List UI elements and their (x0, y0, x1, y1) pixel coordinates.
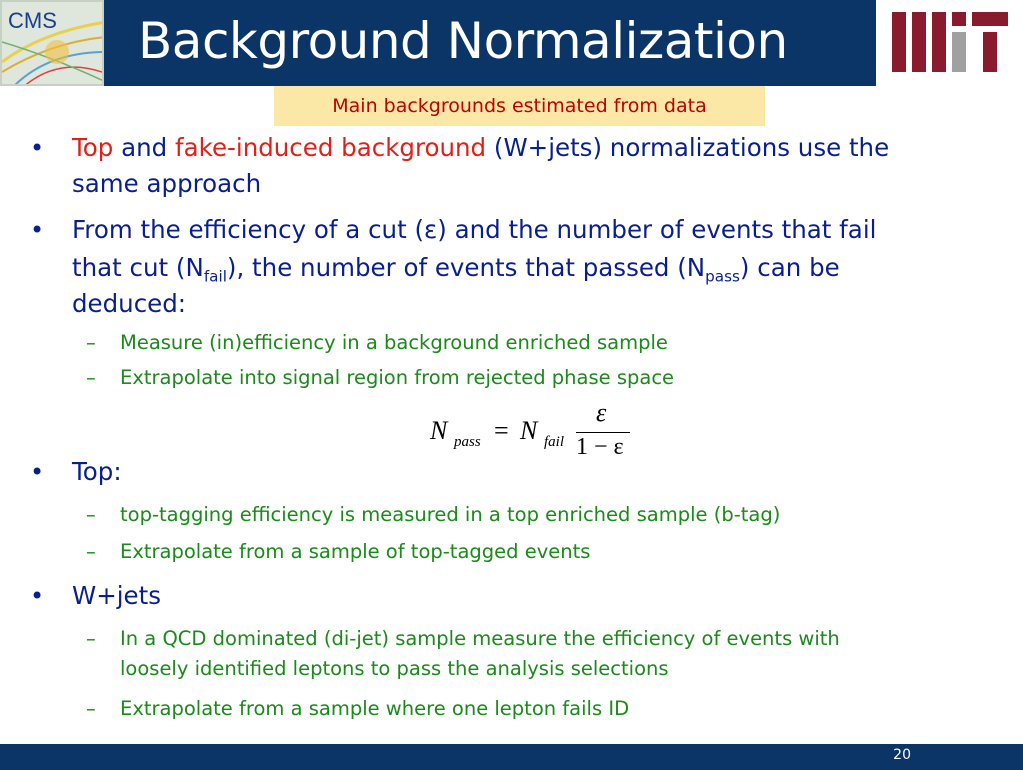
text: (W+jets) normalizations use the (486, 133, 890, 162)
dash-marker: – (86, 627, 96, 650)
bullet-4: W+jets (72, 581, 162, 610)
bullet-2-line-2 (72, 250, 840, 286)
footer-bar (0, 744, 1023, 770)
cms-logo (0, 0, 104, 86)
formula-equals: = (494, 416, 509, 445)
page-number: 20 (893, 747, 911, 763)
dash-marker: – (86, 331, 96, 354)
text: ) can be (739, 253, 840, 282)
sub-bullet-cont: loosely identified leptons to pass the analysis selections (120, 657, 669, 680)
sub-bullet: In a QCD dominated (di-jet) sample measure the efficiency of events with (120, 627, 840, 650)
bullet-1-line-1 (72, 130, 889, 166)
bullet-1-line-2: same approach (72, 169, 262, 198)
sub-bullet: Extrapolate from a sample of top-tagged events (120, 540, 591, 563)
fraction-bar (576, 432, 630, 433)
formula-denominator: 1 − ε (576, 434, 624, 460)
bullet-marker: • (30, 134, 45, 162)
bullet-marker: • (30, 582, 45, 610)
dash-marker: – (86, 503, 96, 526)
bullet-3: Top: (72, 457, 122, 486)
dash-marker: – (86, 697, 96, 720)
sub-bullet: Extrapolate from a sample where one lepton fails ID (120, 697, 630, 720)
title-bar (0, 0, 876, 86)
formula-lhs-sub: pass (454, 434, 481, 450)
formula-lhs: N (430, 416, 448, 445)
formula-rhs: N (520, 416, 538, 445)
formula-numerator: ε (596, 398, 607, 427)
dash-marker: – (86, 540, 96, 563)
highlight-fake-bkg: fake-induced background (175, 133, 487, 162)
mit-logo (892, 12, 1008, 72)
text: that cut (N (72, 253, 204, 282)
subscript-pass: pass (705, 267, 740, 286)
sub-bullet: Measure (in)efficiency in a background enriched sample (120, 331, 668, 354)
cms-logo-text: CMS (8, 8, 57, 33)
text: ), the number of events that passed (N (226, 253, 706, 282)
bullet-marker: • (30, 216, 45, 244)
dash-marker: – (86, 366, 96, 389)
sub-bullet: Extrapolate into signal region from rejected phase space (120, 366, 675, 389)
highlight-top: Top (72, 133, 114, 162)
subtitle-banner: Main backgrounds estimated from data (274, 86, 765, 126)
slide-title: Background Normalization (138, 12, 788, 70)
bullet-marker: • (30, 458, 45, 486)
sub-bullet: top-tagging efficiency is measured in a top enriched sample (b-tag) (120, 503, 781, 526)
formula-rhs-sub: fail (544, 434, 565, 450)
formula (430, 398, 640, 472)
subscript-fail: fail (203, 267, 227, 286)
text: and (113, 133, 176, 162)
bullet-2-line-3: deduced: (72, 289, 187, 318)
bullet-2-line-1: From the efficiency of a cut (ε) and the number of events that fail (72, 215, 877, 244)
